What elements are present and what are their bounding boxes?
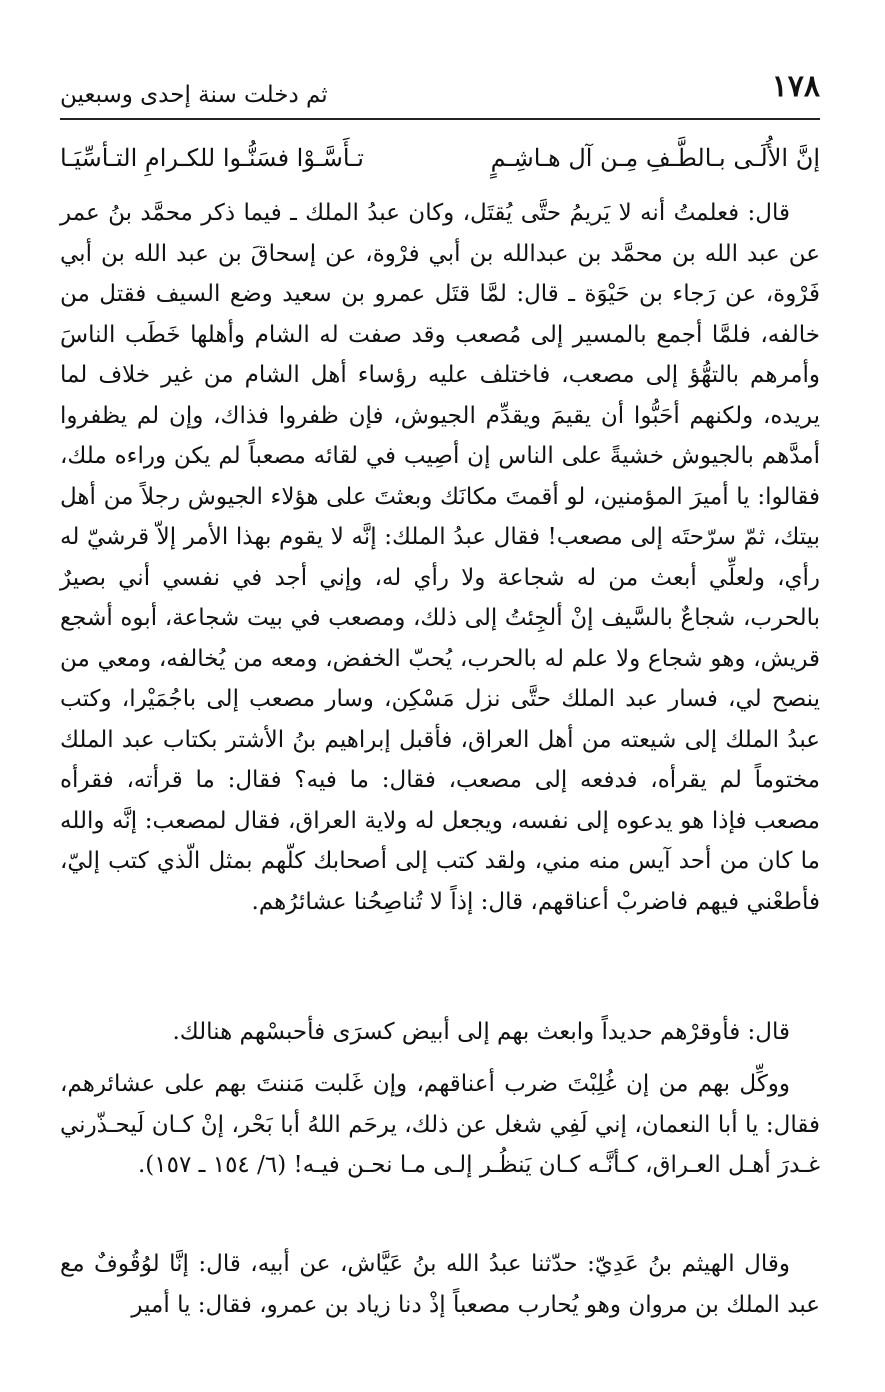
page-header xyxy=(60,66,820,112)
body-paragraph-1: قال: فعلمتُ أنه لا يَريمُ حتَّى يُقتَل، وكان عبدُ الملك ـ فيما ذكر محمَّد بنُ عمر عن عبد الله بن محمَّد بن عبدالله بن أبي فرْوة، عن إسحاقَ بن عبد الله بن أبي فَرْوة، عن رَجاء بن حَيْوَة ـ قال: لمَّا قتَل عمرو بن سعيد وضع السيف فقتل من خالفه، فلمَّا أجمع بالمسير إلى مُصعب وقد صفت له الشام وأهلها خَطَب الناسَ وأمرهم بالتهُّؤ إلى مصعب، فاختلف عليه رؤساء أهل الشام من غير خلاف لما يريده، ولكنهم أحَبُّوا أن يقيمَ ويقدِّم الجيوش، فإن ظفروا فذاك، وإن لم يظفروا أمدَّهم بالجيوش خشيةً على الناس إن أصِيب في لقائه مصعباً لم يكن وراءه ملك، فقالوا: يا أميرَ المؤمنين، لو أقمتَ مكانَك وبعثتَ على هؤلاء الجيوش رجلاً من أهل بيتك، ثمّ سرّحتَه إلى مصعب! فقال عبدُ الملك: إنَّه لا يقوم بهذا الأمر إلاّ قرشيّ له رأي، ولعلِّي أبعث من له شجاعة ولا رأي له، وإني أجد في نفسي أني بصيرٌ بالحرب، شجاعٌ بالسَّيف إنْ ألجِئتُ إلى ذلك، ومصعب في بيت شجاعة، أبوه أشجع قريش، وهو شجاع ولا علم له بالحرب، يُحبّ الخفض، ومعه من يُخالفه، ومعي من ينصح لي، فسار عبد الملك حتَّى نزل مَسْكِن، وسار مصعب إلى باجُمَيْرا، وكتب عبدُ الملك إلى شيعته من أهل العراق، فأقبل إبراهيم بنُ الأشتر بكتاب عبد الملك مختوماً لم يقرأه، فدفعه إلى مصعب، فقال: ما فيه؟ فقال: ما قرأته، فقرأه مصعب فإذا هو يدعوه إلى نفسه، ويجعل له ولاية العراق، فقال لمصعب: إنَّه والله ما كان من أحد آيس منه مني، ولقد كتب إلى أصحابك كلّهم بمثل الّذي كتب إليّ، فأطعْني فيهم فاضربْ أعناقهم، قال: إذاً لا تُناصِحُنا عشائرُهم. xyxy=(60,200,820,915)
verse-first-hemistich: إنَّ الأُلَـى بـالطَّـفِ مِـن آل هـاشِـمٍ xyxy=(490,144,820,172)
body-paragraph-4: وقال الهيثم بنُ عَدِيّ: حدّثنا عبدُ الله بنُ عَيَّاش، عن أبيه، قال: إنَّا لوُقُوفٌ مع عبد الملك بن مروان وهو يُحارب مصعباً إذْ دنا زياد بن عمرو، فقال: يا أمير xyxy=(60,1251,820,1318)
body-paragraph-3: ووكِّل بهم من إن غُلِبْتَ ضرب أعناقهم، وإن غَلبت مَننتَ بهم على عشائرهم، فقال: يا أبا النعمان، إني لَفِي شغل عن ذلك، يرحَم اللهُ أبا بَحْر، إنْ كـان لَيحـذّرني غـدرَ أهـل العـراق، كـأنَّـه كـان يَنظُـر إلـى مـا نحـن فيـه! (٦/ ١٥٤ ـ ١٥٧). xyxy=(60,1071,820,1178)
page-number: ١٧٨ xyxy=(771,69,820,104)
poetry-verse xyxy=(60,138,820,178)
header-divider xyxy=(60,118,820,120)
body-paragraph-2: قال: فأوقرْهم حديداً وابعث بهم إلى أبيض كسرَى فأحبسْهم هنالك. xyxy=(172,1019,790,1045)
verse-second-hemistich: تـأَسَّـوْا فسَنُّـوا للكـرامِ التـأسِّيَـا xyxy=(60,144,364,172)
running-title: ثم دخلت سنة إحدى وسبعين xyxy=(60,82,328,108)
